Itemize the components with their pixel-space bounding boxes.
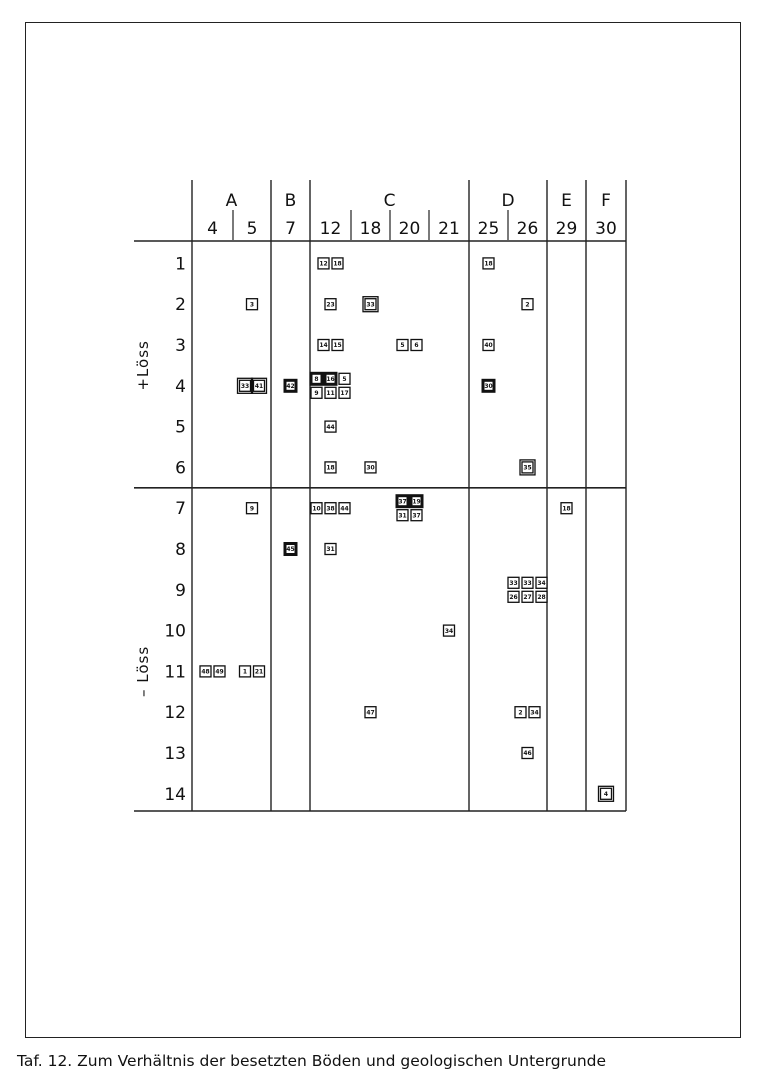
marker-number: 9 [249, 505, 255, 513]
side-label-plus-loess: +Löss [134, 340, 152, 391]
site-marker [536, 591, 547, 602]
site-marker [365, 707, 376, 718]
row-label: 12 [164, 703, 186, 724]
marker-number: 37 [398, 498, 407, 506]
marker-number: 9 [314, 390, 319, 397]
site-marker [411, 340, 422, 351]
site-marker [520, 460, 535, 475]
marker-number: 14 [319, 342, 328, 350]
column-label: 30 [595, 219, 617, 239]
marker-number: 48 [201, 668, 210, 676]
column-label: 20 [398, 219, 421, 239]
column-label: 4 [207, 219, 218, 239]
column-label: 29 [555, 219, 578, 239]
marker-number: 31 [398, 512, 407, 520]
site-marker [325, 503, 336, 514]
site-marker [332, 340, 343, 351]
row-label: 8 [175, 540, 186, 560]
marker-number: 3 [249, 301, 255, 309]
row-label: 14 [164, 784, 186, 805]
site-marker [522, 577, 533, 588]
marker-number: 41 [254, 383, 264, 390]
column-label: 26 [516, 219, 539, 239]
site-marker [284, 379, 298, 393]
site-marker [318, 258, 329, 269]
row-label: 13 [164, 744, 186, 764]
marker-number: 18 [484, 260, 493, 268]
site-marker [310, 372, 324, 386]
row-label: 7 [175, 499, 186, 520]
marker-number: 15 [333, 342, 342, 350]
marker-number: 2 [525, 301, 530, 309]
group-label: A [225, 191, 238, 211]
marker-number: 16 [326, 376, 335, 383]
marker-number: 44 [340, 505, 349, 513]
site-marker [522, 748, 533, 759]
site-marker [483, 258, 494, 269]
site-marker [339, 387, 350, 398]
site-marker [522, 299, 533, 310]
site-marker [240, 666, 251, 677]
site-marker [252, 378, 267, 393]
row-label: 10 [164, 621, 186, 642]
site-marker [397, 340, 408, 351]
site-marker [325, 544, 336, 555]
site-marker [247, 503, 258, 514]
marker-number: 44 [326, 423, 335, 431]
column-label: 21 [438, 219, 460, 239]
site-marker [318, 340, 329, 351]
row-label: 9 [175, 580, 186, 601]
site-marker [247, 299, 258, 310]
marker-number: 12 [319, 260, 328, 268]
marker-number: 33 [240, 383, 250, 390]
group-label: F [601, 191, 611, 211]
marker-number: 17 [340, 390, 349, 397]
column-label: 5 [246, 219, 258, 239]
marker-number: 19 [412, 498, 421, 506]
marker-number: 30 [484, 383, 493, 390]
site-marker [325, 462, 336, 473]
site-marker [325, 421, 336, 432]
row-label: 4 [175, 376, 186, 397]
side-label-minus-loess: – Löss [134, 645, 152, 697]
site-marker [339, 503, 350, 514]
marker-number: 11 [326, 390, 335, 397]
column-label: 7 [285, 219, 296, 239]
marker-number: 34 [537, 580, 546, 587]
marker-number: 2 [518, 709, 523, 717]
site-marker [332, 258, 343, 269]
site-marker [444, 625, 455, 636]
marker-number: 18 [326, 464, 335, 472]
site-marker [482, 379, 496, 393]
site-marker [599, 786, 614, 801]
site-marker [311, 503, 322, 514]
site-marker [561, 503, 572, 514]
site-marker [284, 542, 298, 556]
marker-number: 46 [523, 750, 532, 758]
marker-number: 4 [603, 791, 609, 798]
site-marker [214, 666, 225, 677]
marker-number: 37 [412, 512, 421, 520]
site-marker [311, 387, 322, 398]
site-marker [325, 299, 336, 310]
site-marker [410, 494, 424, 508]
site-marker [508, 577, 519, 588]
marker-number: 8 [314, 376, 319, 383]
marker-number: 40 [484, 342, 493, 350]
site-marker [397, 510, 408, 521]
site-marker [522, 591, 533, 602]
marker-number: 1 [242, 668, 248, 676]
marker-number: 33 [523, 580, 532, 587]
marker-number: 45 [286, 546, 295, 554]
marker-number: 10 [312, 505, 321, 513]
group-label: E [561, 191, 572, 211]
figure-caption: Taf. 12. Zum Verhältnis der besetzten Böden und geologischen Untergrunde [17, 1052, 607, 1070]
site-marker [515, 707, 526, 718]
group-label: C [383, 191, 396, 211]
marker-number: 28 [537, 594, 546, 601]
site-marker [529, 707, 540, 718]
marker-number: 34 [444, 627, 454, 635]
row-label: 5 [175, 417, 186, 438]
marker-number: 49 [215, 668, 224, 676]
marker-number: 26 [509, 594, 518, 601]
marker-number: 33 [366, 301, 375, 309]
marker-number: 5 [342, 376, 347, 383]
marker-number: 30 [366, 464, 375, 472]
marker-number: 35 [523, 464, 532, 472]
site-marker [238, 378, 253, 393]
marker-number: 31 [326, 546, 335, 554]
site-marker [536, 577, 547, 588]
site-marker [508, 591, 519, 602]
marker-number: 18 [333, 260, 342, 268]
marker-number: 47 [366, 709, 375, 717]
row-label: 11 [164, 662, 186, 683]
column-label: 25 [477, 219, 500, 239]
site-marker [254, 666, 265, 677]
group-label: B [284, 191, 297, 211]
site-marker [483, 340, 494, 351]
site-marker [200, 666, 211, 677]
site-marker [324, 372, 338, 386]
marker-number: 18 [562, 505, 571, 513]
column-label: 12 [319, 219, 342, 239]
row-label: 6 [175, 458, 186, 479]
site-marker [365, 462, 376, 473]
row-label: 2 [175, 295, 186, 316]
site-marker [363, 297, 378, 312]
site-marker [396, 494, 410, 508]
marker-number: 5 [400, 342, 405, 350]
site-marker [411, 510, 422, 521]
row-label: 3 [175, 336, 186, 356]
marker-number: 34 [530, 709, 539, 717]
marker-number: 38 [326, 505, 335, 513]
site-marker [325, 387, 336, 398]
marker-number: 23 [326, 301, 335, 309]
marker-number: 21 [254, 668, 264, 676]
marker-number: 42 [286, 383, 295, 390]
column-label: 18 [359, 219, 382, 239]
site-marker [339, 373, 350, 384]
marker-number: 27 [523, 594, 532, 601]
group-label: D [501, 191, 515, 211]
row-label: 1 [175, 254, 186, 275]
marker-number: 6 [414, 342, 419, 350]
marker-number: 33 [509, 580, 518, 587]
